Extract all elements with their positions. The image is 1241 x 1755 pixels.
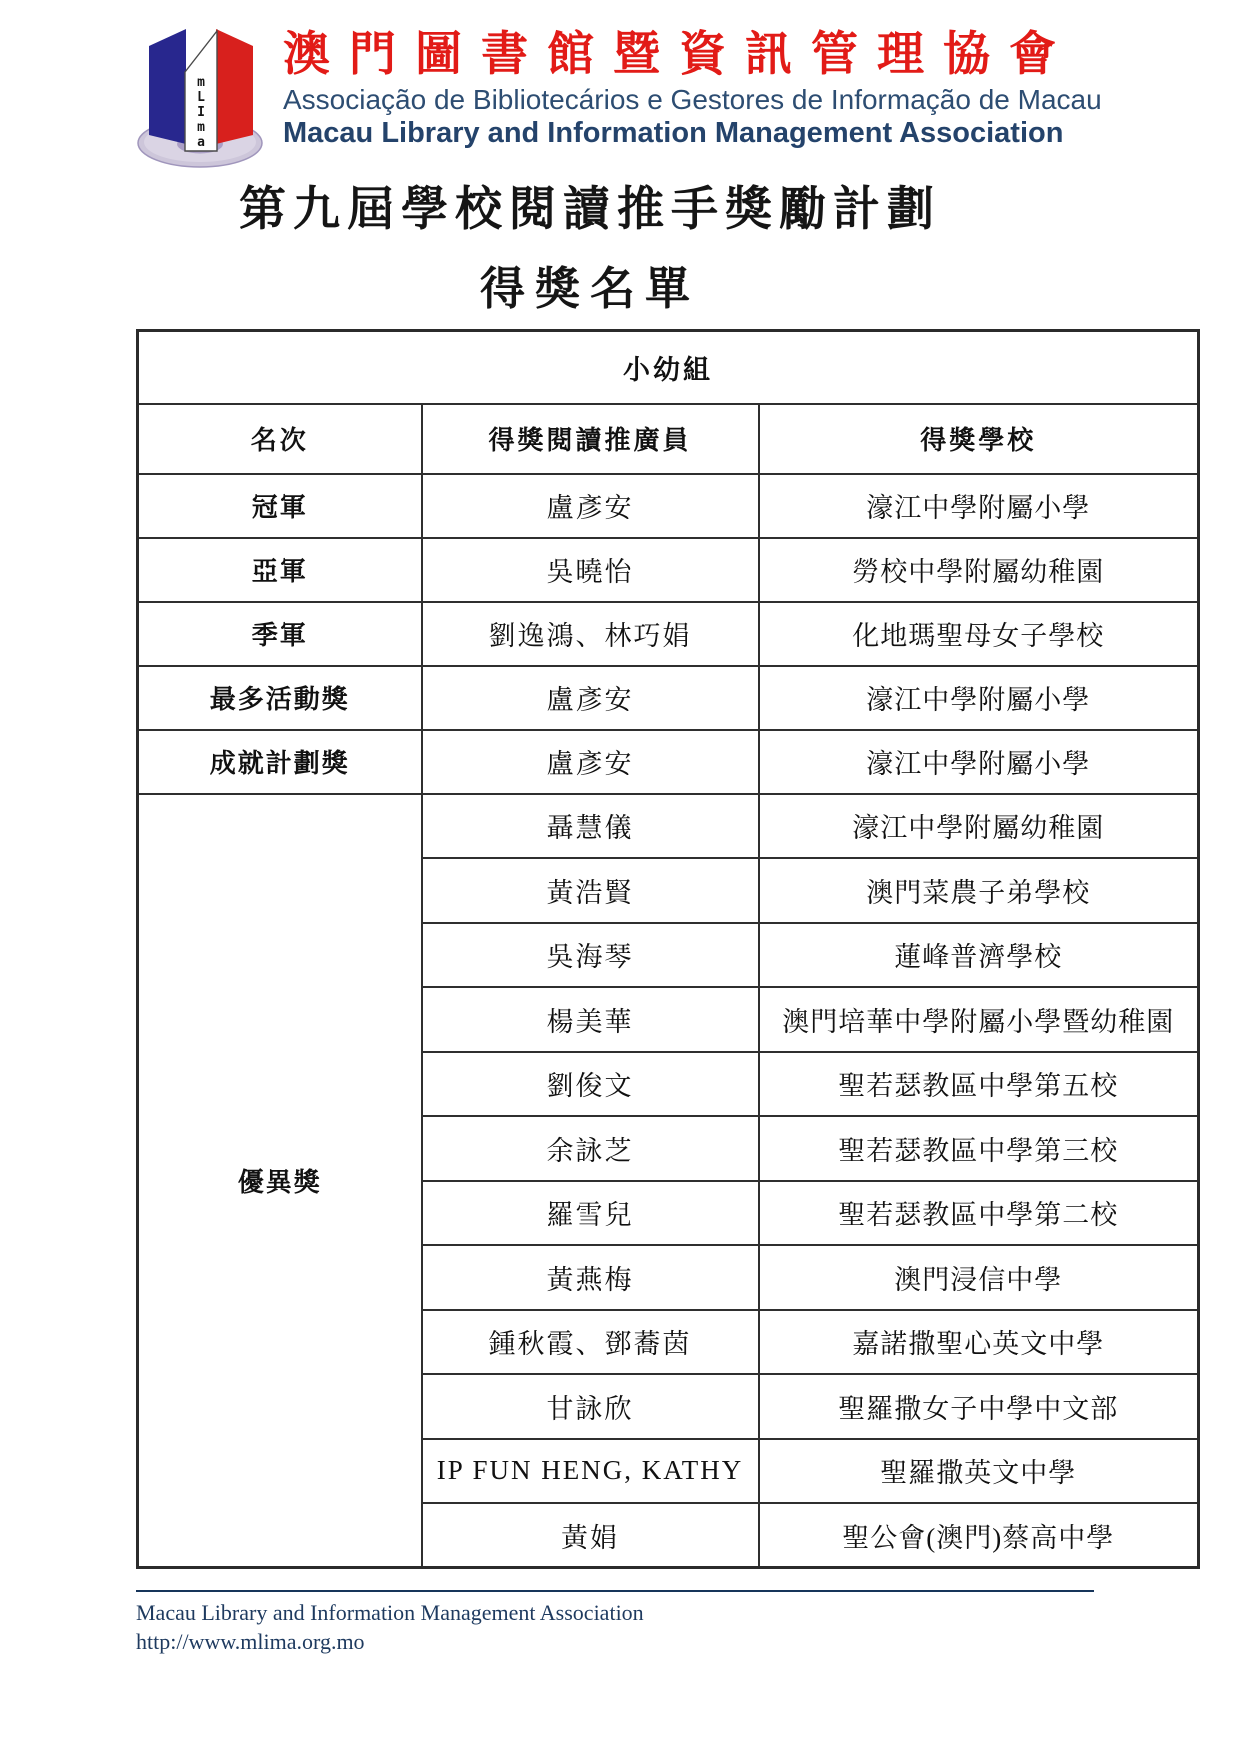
- school-cell: 聖若瑟教區中學第二校: [759, 1181, 1199, 1246]
- school-cell: 濠江中學附屬小學: [759, 474, 1199, 538]
- promoter-cell: 吳海琴: [422, 923, 759, 988]
- promoter-cell: 羅雪兒: [422, 1181, 759, 1246]
- school-cell: 嘉諾撒聖心英文中學: [759, 1310, 1199, 1375]
- winners-list-subtitle: 得獎名單: [479, 264, 700, 314]
- mlima-logo: [134, 22, 268, 170]
- school-cell: 聖羅撒女子中學中文部: [759, 1374, 1199, 1439]
- page-footer: [136, 1590, 1146, 1656]
- table-row: [138, 602, 1199, 666]
- logo-letter: L: [197, 90, 205, 105]
- awards-table: [136, 329, 1200, 1569]
- school-cell: 化地瑪聖母女子學校: [759, 602, 1199, 666]
- school-cell: 澳門浸信中學: [759, 1245, 1199, 1310]
- school-cell: 澳門培華中學附屬小學暨幼稚園: [759, 987, 1199, 1052]
- table-row: [138, 730, 1199, 794]
- promoter-cell: 黃燕梅: [422, 1245, 759, 1310]
- document-title-block: [0, 172, 1180, 317]
- promoter-cell: 聶慧儀: [422, 794, 759, 859]
- column-header-school: 得獎學校: [759, 404, 1199, 474]
- table-row: [138, 538, 1199, 602]
- logo-red-panel: [216, 29, 253, 144]
- promoter-cell: 盧彥安: [422, 474, 759, 538]
- promoter-cell: 黃娟: [422, 1503, 759, 1568]
- column-header-rank: 名次: [138, 404, 422, 474]
- promoter-cell: 吳曉怡: [422, 538, 759, 602]
- promoter-cell: IP FUN HENG, KATHY: [422, 1439, 759, 1504]
- rank-cell: 成就計劃獎: [138, 730, 422, 794]
- column-header-promoter: 得獎閱讀推廣員: [422, 404, 759, 474]
- school-cell: 濠江中學附屬小學: [759, 666, 1199, 730]
- logo-letter: m: [197, 120, 205, 135]
- footer-divider: [136, 1590, 1094, 1592]
- award-scheme-title: 第九屆學校閱讀推手獎勵計劃: [239, 184, 941, 236]
- school-cell: 濠江中學附屬幼稚園: [759, 794, 1199, 859]
- promoter-cell: 黃浩賢: [422, 858, 759, 923]
- rank-cell: 冠軍: [138, 474, 422, 538]
- promoter-cell: 楊美華: [422, 987, 759, 1052]
- org-name-english: Macau Library and Information Management Association: [283, 116, 1064, 149]
- footer-association-name: Macau Library and Information Management Association: [136, 1600, 644, 1625]
- org-name-portuguese: Associação de Bibliotecários e Gestores de Informação de Macau: [283, 84, 1102, 116]
- school-cell: 聖羅撒英文中學: [759, 1439, 1199, 1504]
- logo-letter: m: [197, 75, 205, 90]
- table-row-column-headers: [138, 404, 1199, 474]
- promoter-cell: 劉逸鴻、林巧娟: [422, 602, 759, 666]
- logo-letter: a: [197, 135, 205, 150]
- promoter-cell: 盧彥安: [422, 666, 759, 730]
- school-cell: 聖若瑟教區中學第五校: [759, 1052, 1199, 1117]
- table-row: [138, 474, 1199, 538]
- rank-cell: 季軍: [138, 602, 422, 666]
- group-label-cell: 小幼組: [138, 331, 1199, 404]
- promoter-cell: 盧彥安: [422, 730, 759, 794]
- table-row: [138, 794, 1199, 859]
- promoter-cell: 劉俊文: [422, 1052, 759, 1117]
- promoter-cell: 鍾秋霞、鄧蕎茵: [422, 1310, 759, 1375]
- merit-award-cell: 優異獎: [138, 794, 422, 1568]
- org-name-chinese: 澳門圖書館暨資訊管理協會: [283, 29, 1075, 81]
- mlima-logo-graphic: [134, 22, 268, 170]
- promoter-cell: 甘詠欣: [422, 1374, 759, 1439]
- rank-cell: 亞軍: [138, 538, 422, 602]
- school-cell: 聖若瑟教區中學第三校: [759, 1116, 1199, 1181]
- table-row: [138, 666, 1199, 730]
- school-cell: 勞校中學附屬幼稚園: [759, 538, 1199, 602]
- logo-blue-panel: [149, 29, 186, 144]
- table-row-group-header: [138, 331, 1199, 404]
- school-cell: 濠江中學附屬小學: [759, 730, 1199, 794]
- school-cell: 澳門菜農子弟學校: [759, 858, 1199, 923]
- org-header: [283, 28, 1213, 150]
- footer-website-url: http://www.mlima.org.mo: [136, 1629, 365, 1655]
- rank-cell: 最多活動獎: [138, 666, 422, 730]
- school-cell: 蓮峰普濟學校: [759, 923, 1199, 988]
- promoter-cell: 余詠芝: [422, 1116, 759, 1181]
- logo-letter: I: [197, 105, 205, 120]
- school-cell: 聖公會(澳門)蔡高中學: [759, 1503, 1199, 1568]
